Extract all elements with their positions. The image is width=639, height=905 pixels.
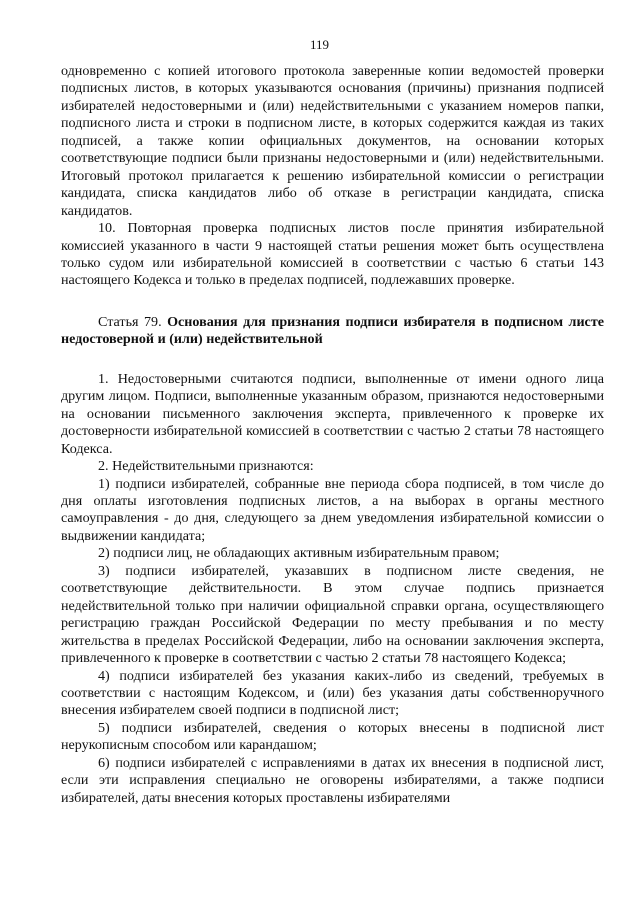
paragraph-part-10: 10. Повторная проверка подписных листов после принятия избирательной комиссией указанного в части 9 настоящей статьи решения может быть осуществлена только судом или избирательной комиссией в соответствии с частью 6 статьи 143 настоящего Кодекса и только в пределах подписей, подлежавших проверке. (61, 220, 604, 289)
list-item-4: 4) подписи избирателей без указания каких-либо из сведений, требуемых в соответствии с настоящим Кодексом, и (или) без указания даты собственноручного внесения избирателем своей подписи в подписной лист; (61, 667, 604, 719)
paragraph-continuation: одновременно с копией итогового протокола заверенные копии ведомостей проверки подписных листов, в которых указываются основания (причины) признания подписей избирателей недостоверными и (или) недействительными с указанием номеров папки, подписного листа и строки в подписном листе, в которых содержится каждая из таких подписей, а также копии официальных документов, на основании которых соответствующие подписи были признаны недостоверными и (или) недействительными. Итоговый протокол прилагается к решению избирательной комиссии о регистрации кандидата, списка кандидатов либо об отказе в регистрации кандидата, списка кандидатов. (61, 63, 604, 219)
list-item-2: 2) подписи лиц, не обладающих активным избирательным правом; (98, 545, 500, 562)
paragraph-part-2: 2. Недействительными признаются: (98, 458, 314, 475)
article-title: Основания для признания подписи избирателя в подписном листе недостоверной и (или) недействительной (61, 313, 604, 348)
spacer (61, 349, 604, 371)
list-item-6: 6) подписи избирателей с исправлениями в датах их внесения в подписной лист, если эти исправления специально не оговорены избирателями, а также подписи избирателей, даты внесения которых проставлены избирателями (61, 754, 604, 806)
list-item-1: 1) подписи избирателей, собранные вне периода сбора подписей, в том числе до дня оплаты изготовления подписных листов, а на выборах в органы местного самоуправления - до дня, следующего за днем уведомления избирательной комиссии о выдвижении кандидата; (61, 475, 604, 544)
paragraph-part-1: 1. Недостоверными считаются подписи, выполненные от имени одного лица другим лицом. Подписи, выполненные указанным образом, признаются недостоверными на основании письменного заключения эксперта, привлеченного к проверке их достоверности избирательной комиссией в соответствии с частью 2 статьи 78 настоящего Кодекса. (61, 370, 604, 457)
list-item-3: 3) подписи избирателей, указавших в подписном листе сведения, не соответствующие действительности. В этом случае подпись признается недействительной только при наличии официальной справки органа, осуществляющего регистрацию граждан Российской Федерации по месту пребывания и по месту жительства в пределах Российской Федерации, либо на основании заключения эксперта, привлеченного к проверке в соответствии с частью 2 статьи 78 настоящего Кодекса; (61, 562, 604, 667)
spacer (61, 290, 604, 314)
article-heading (61, 314, 604, 349)
article-number: Статья 79. (98, 313, 168, 330)
list-item-5: 5) подписи избирателей, сведения о которых внесены в подписной лист нерукописным способом или карандашом; (61, 719, 604, 754)
document-body (61, 63, 604, 807)
page-number: 119 (309, 37, 330, 52)
